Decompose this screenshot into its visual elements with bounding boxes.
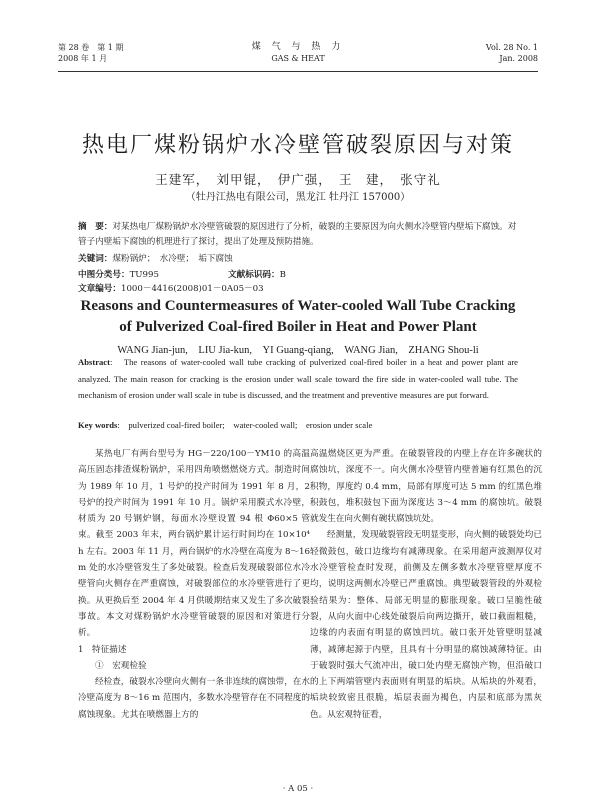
subsection-heading: ① 宏观检验 xyxy=(95,660,147,671)
page-number: · A 05 · xyxy=(282,784,314,794)
header-center xyxy=(58,42,538,64)
volume-issue-en: Vol. 28 No. 1 xyxy=(485,43,538,52)
affiliation-zh: （牡丹江热电有限公司，黑龙江 牡丹江 157000） xyxy=(185,192,411,203)
keywords-en-text: : pulverized coal-fired boiler; water-cooled wall; erosion under scale xyxy=(117,420,373,430)
clc-value: TU995 xyxy=(129,270,159,280)
issue-date-en: Jan. 2008 xyxy=(499,54,538,63)
authors-zh: 王建军， 刘甲锟， 伊广强， 王 建， 张守礼 xyxy=(155,172,441,187)
body-paragraph: 某热电厂有两台型号为 HG－220/100－YM10 的高温高压固态排渣煤粉锅炉，采用四角喷燃燃烧方式。制造时间为 1989 年 10 月，1 号炉的投产时间为 1991 年 8 月，2 号炉的投产时间为 1991 年 10 月。锅炉采用膜式水冷壁，材质为 20 号钢炉钢，每面水冷壁设置 94 根 Φ60×5 管束。截至 2003 年末，两台锅炉累计运行时间均在 10×10⁴ h 左右。2003 年 11 月，两台锅炉的水冷壁在高度为 8～16 m 处的水冷壁管发生了多处破裂。检查后发现破裂部位水冷壁管向火侧存在严重腐蚀，对破裂部位的水冷壁管进行了更换。从更换后至 2004 年 4 月供暖期结束又发生了多次破裂事故。本文对煤粉锅炉水冷壁管破裂的原因和对策进行分析。 xyxy=(78,449,310,639)
clc-label: 中图分类号： xyxy=(78,270,130,280)
abstract-en xyxy=(78,354,518,404)
title-en-line2: of Pulverized Coal-fired Boiler in Heat and Power Plant xyxy=(119,319,477,335)
keywords-zh-label: 关键词： xyxy=(78,254,113,264)
body-paragraph: 经测量，发现破裂管段无明显变形，向火侧的破裂处均已轻微鼓包，破口边缘均有减薄现象。在采用超声波测厚仪对水冷壁管检查时发现，前侧及左侧多数水冷壁管壁厚度不均，说明这两侧水冷壁已严重腐蚀。典型破裂管段的外观检验结果为：整体、局部无明显的膨胀现象。破口呈脆性破裂，从向火面中心线处破裂后向两边撕开，破口截面粗糙，边缘的内表面有明显的腐蚀凹坑。破口张开处管壁明显减薄，减薄起源于内壁，且具有十分明显的腐蚀减薄特征。由于破裂时强大气流冲出，破口处内壁无腐蚀产物，但沿破口的上下两端管壁内表面则有明显的垢块。从垢块的外观看，垢块较致密且很脆，垢层表面为褐色，内层和底部为黑灰色。从宏观特征看， xyxy=(310,530,542,720)
abstract-zh-label: 摘 要： xyxy=(78,222,113,232)
section-heading: 1 特征描述 xyxy=(78,644,127,655)
keywords-en xyxy=(78,418,518,432)
abstract-en-label: Abstract xyxy=(78,357,110,367)
abstract-zh-text: 对某热电厂煤粉锅炉水冷壁管破裂的原因进行了分析，破裂的主要原因为向火侧水冷壁管内壁垢下腐蚀。对管子内壁垢下腐蚀的机理进行了探讨，提出了处理及预防措施。 xyxy=(78,222,517,247)
authors-en: WANG Jian-jun, LIU Jia-kun, YI Guang-qiang, WANG Jian, ZHANG Shou-li xyxy=(117,345,479,356)
abstract-zh xyxy=(78,220,518,250)
article-number-value: 1000－4416(2008)01－0A05－03 xyxy=(120,284,264,294)
keywords-zh xyxy=(78,252,518,266)
title-zh: 热电厂煤粉锅炉水冷壁管破裂原因与对策 xyxy=(81,133,514,158)
keywords-en-label: Key words xyxy=(78,420,118,430)
article-number-label: 文章编号： xyxy=(78,284,121,294)
abstract-en-text: : The reasons of water-cooled wall tube cracking of pulverized coal-fired boiler in a heat and power plant are analyzed. The main reason for cracking is the erosion under wall scale toward the fire side in water-cooled wall tube. The mechanism of erosion under wall scale in tube is discussed, and the treatment and preventive measures are put forward. xyxy=(78,357,518,400)
body-column-right xyxy=(310,446,542,723)
header-rule xyxy=(58,71,538,72)
journal-name-en: GAS & HEAT xyxy=(271,54,325,63)
classification-line xyxy=(78,268,518,296)
header-right xyxy=(486,42,538,64)
body-column-left xyxy=(78,446,310,723)
doc-code-label: 文献标识码： xyxy=(228,270,280,280)
journal-name-zh: 煤 气 与 热 力 xyxy=(251,42,345,52)
keywords-zh-text: 煤粉锅炉； 水冷壁； 垢下腐蚀 xyxy=(112,254,233,264)
doc-code-value: B xyxy=(279,270,286,280)
body-paragraph: 高温燃烧区更为严重。在破裂管段的内壁上存在许多碗状的腐蚀坑，深度不一。向火侧水冷壁管内壁普遍有红黑色的沉积物，厚度约 0.4 mm，局部有厚度可达 5 mm 的红黑色堆积鼓包，堆积鼓包下面为深度达 3～4 mm 的腐蚀坑。破裂就发生在向火侧有碗状腐蚀坑处。 xyxy=(310,449,542,525)
title-en-line1: Reasons and Countermeasures of Water-cooled Wall Tube Cracking xyxy=(80,298,516,314)
issue-date: 2008 年 1 月 xyxy=(58,54,108,63)
running-header xyxy=(58,42,538,72)
body-paragraph: 经检查，破裂水冷壁向火侧有一条非连续的腐蚀带，在水冷壁高度为 8～16 m 范围内，多数水冷壁管存在不同程度的腐蚀现象。尤其在喷燃器上方的 xyxy=(78,677,310,720)
volume-issue: 第 28 卷 第 1 期 xyxy=(58,43,124,52)
title-en xyxy=(40,296,556,338)
